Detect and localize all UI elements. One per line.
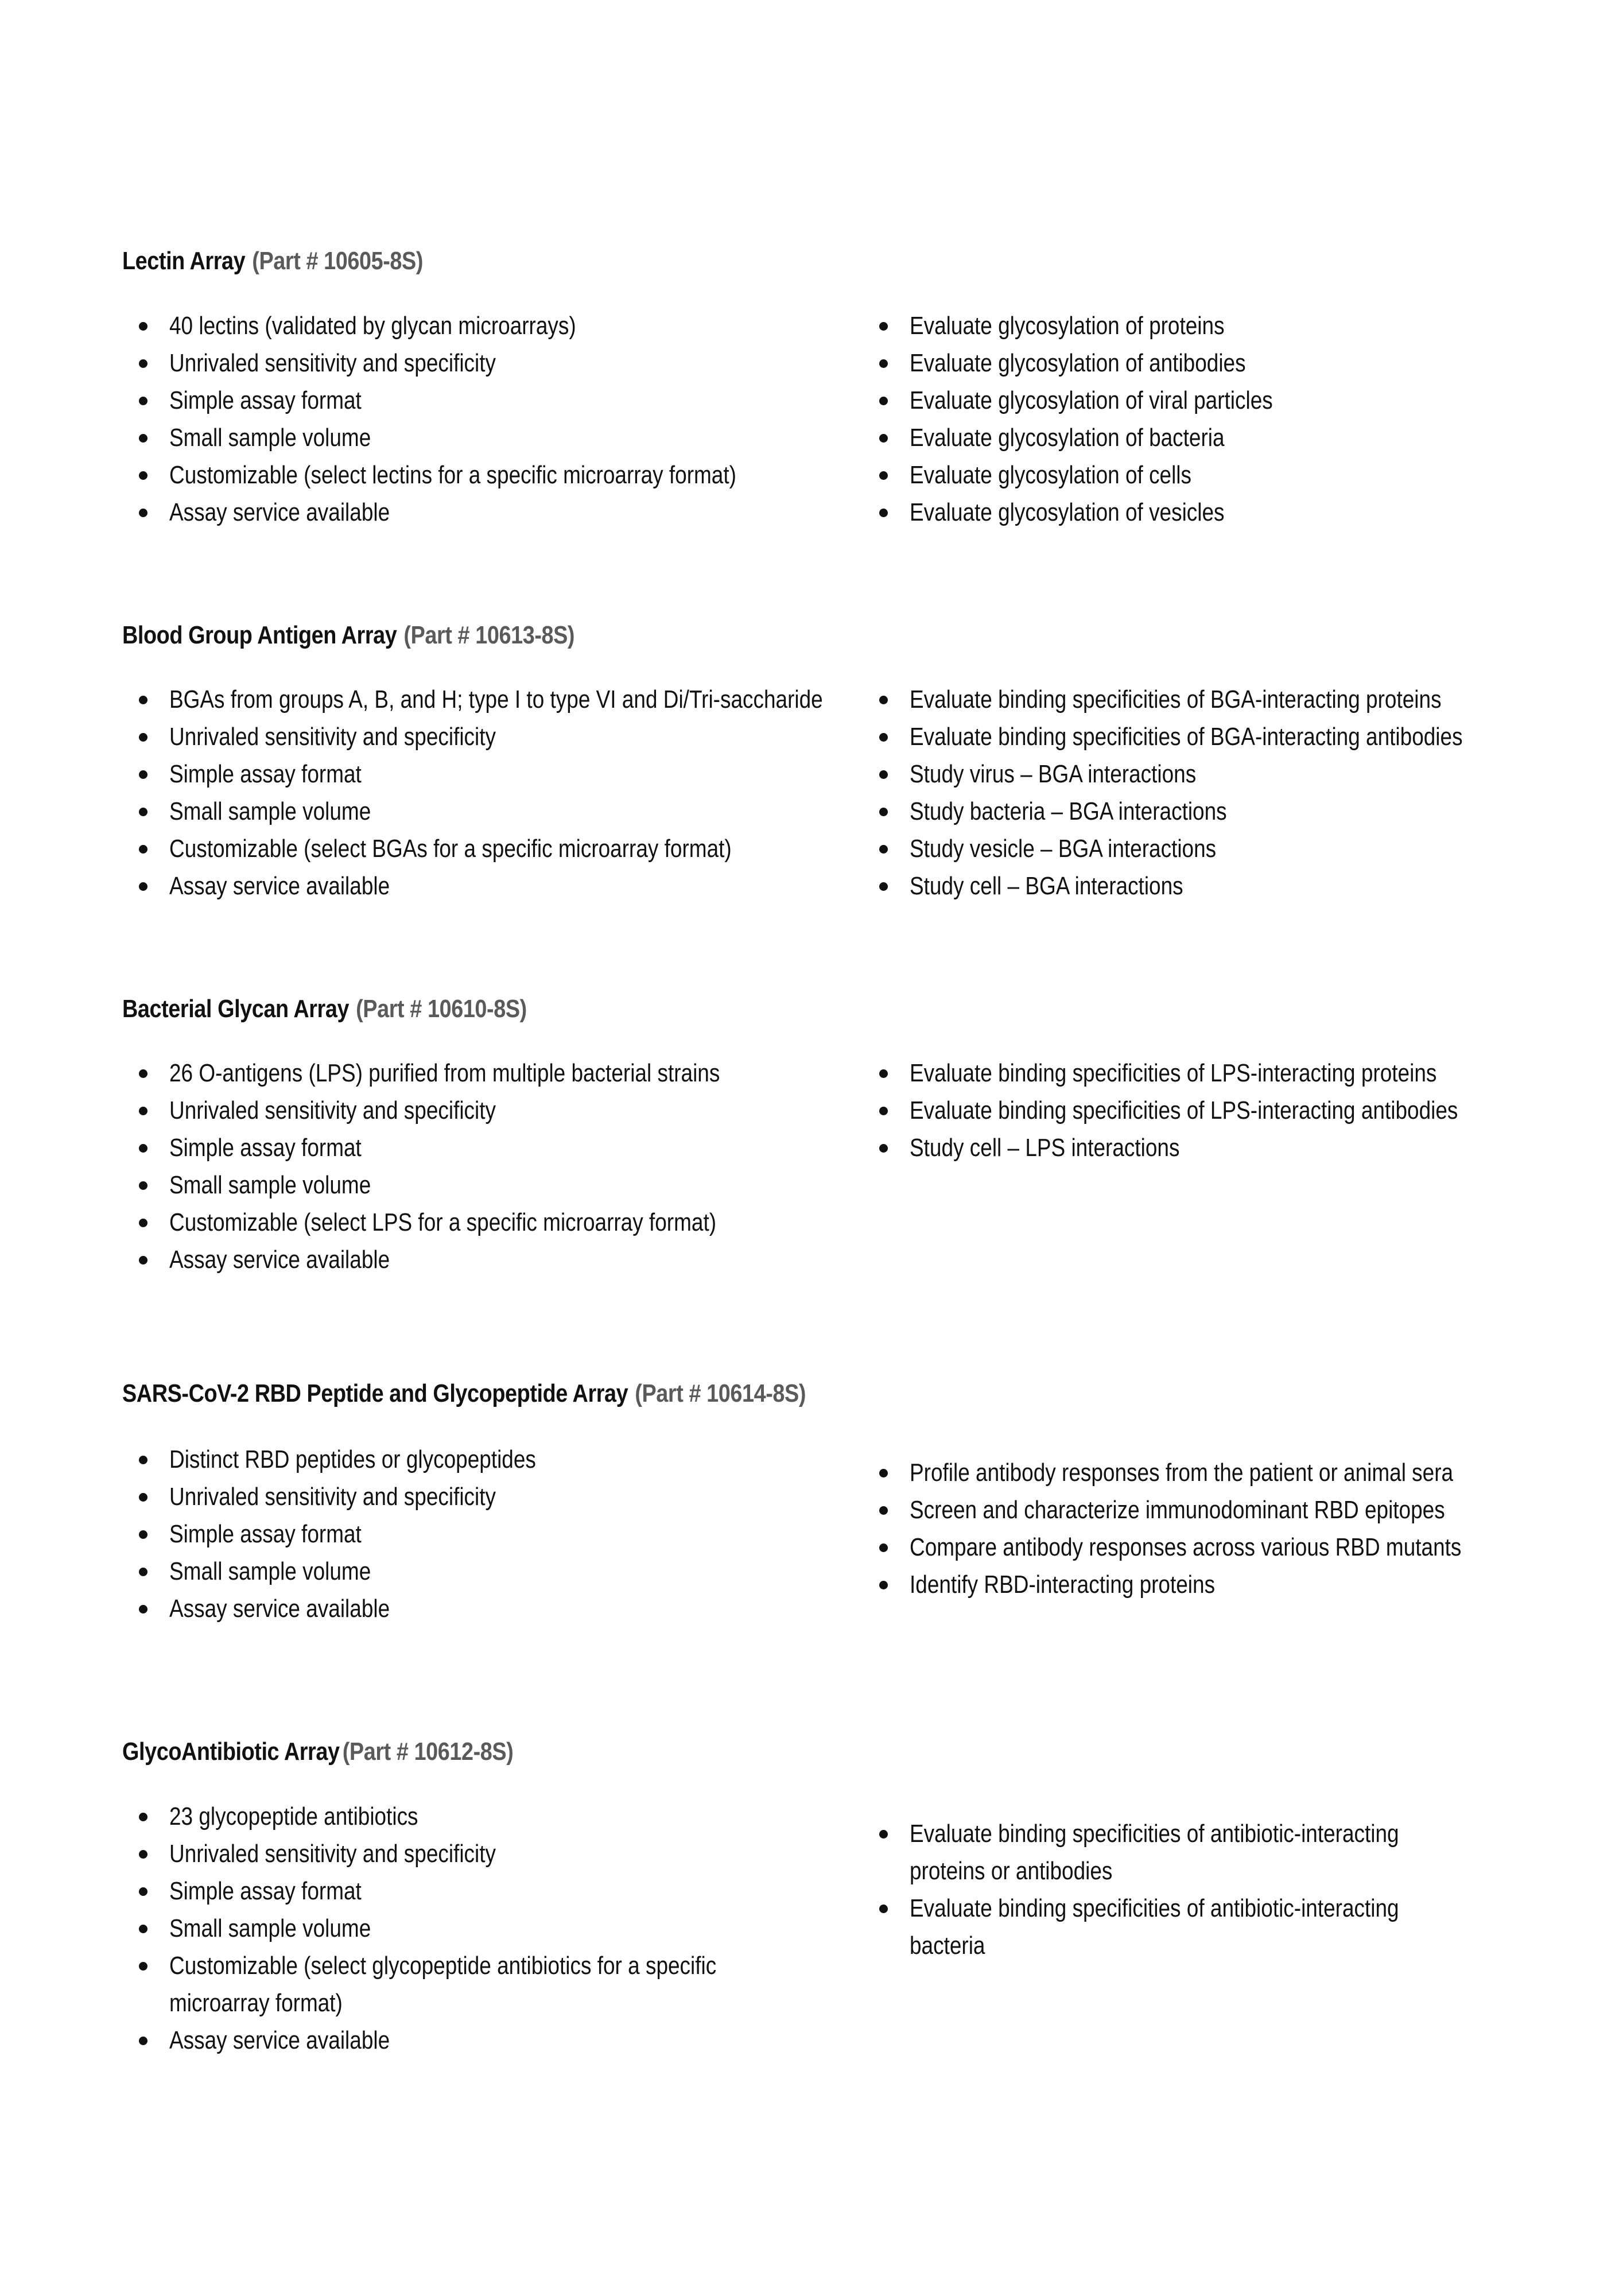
- list-item: Simple assay format: [122, 755, 948, 793]
- part-number: (Part # 10614-8S): [635, 1379, 806, 1407]
- features-list: [122, 307, 844, 531]
- list-item: Simple assay format: [122, 1515, 606, 1553]
- applications-list: [863, 1054, 1562, 1166]
- list-item: Unrivaled sensitivity and specificity: [122, 344, 844, 382]
- section-title: [122, 621, 1317, 650]
- section-title: [122, 1737, 1317, 1766]
- list-item: Study cell – BGA interactions: [863, 867, 1568, 905]
- list-item: Customizable (select lectins for a specific microarray format): [122, 456, 844, 494]
- section-title-text: Blood Group Antigen Array: [122, 621, 397, 649]
- list-item: Unrivaled sensitivity and specificity: [122, 1092, 825, 1129]
- list-item: Evaluate glycosylation of antibodies: [863, 344, 1342, 382]
- list-item: Screen and characterize immunodominant RBD epitopes: [863, 1491, 1567, 1529]
- list-item: Small sample volume: [122, 1910, 821, 1947]
- list-item: Evaluate glycosylation of proteins: [863, 307, 1342, 344]
- list-item: Evaluate binding specificities of BGA-interacting proteins: [863, 681, 1568, 718]
- list-item: Customizable (select glycopeptide antibiotics for a specific microarray format): [122, 1947, 821, 2022]
- features-list: [122, 1441, 606, 1627]
- section-lectin-array: [122, 247, 1511, 526]
- list-item: Evaluate glycosylation of bacteria: [863, 419, 1342, 456]
- applications-list: [863, 1815, 1492, 1964]
- section-title-text: SARS-CoV-2 RBD Peptide and Glycopeptide Array: [122, 1379, 628, 1407]
- section-title: [122, 995, 1317, 1023]
- list-item: Study virus – BGA interactions: [863, 755, 1568, 793]
- list-item: Unrivaled sensitivity and specificity: [122, 1835, 821, 1872]
- list-item: Simple assay format: [122, 1129, 825, 1166]
- list-item: Assay service available: [122, 1590, 606, 1627]
- list-item: Simple assay format: [122, 1872, 821, 1910]
- features-list: [122, 1798, 821, 2059]
- applications-list: [863, 307, 1342, 531]
- section-title-text: Lectin Array: [122, 247, 246, 275]
- list-item: Evaluate binding specificities of BGA-interacting antibodies: [863, 718, 1568, 755]
- list-item: Small sample volume: [122, 1166, 825, 1204]
- list-item: 26 O-antigens (LPS) purified from multiple bacterial strains: [122, 1054, 825, 1092]
- section-bacterial-glycan-array: [122, 995, 1511, 1274]
- list-item: Compare antibody responses across various RBD mutants: [863, 1529, 1567, 1566]
- section-title-text: GlycoAntibiotic Array: [122, 1737, 340, 1766]
- list-item: Assay service available: [122, 867, 948, 905]
- list-item: Customizable (select LPS for a specific microarray format): [122, 1204, 825, 1241]
- list-item: Evaluate binding specificities of LPS-interacting proteins: [863, 1054, 1562, 1092]
- list-item: Evaluate binding specificities of antibiotic-interacting proteins or antibodies: [863, 1815, 1492, 1890]
- list-item: 23 glycopeptide antibiotics: [122, 1798, 821, 1835]
- section-title: [122, 247, 1317, 276]
- part-number: (Part # 10612-8S): [342, 1737, 514, 1766]
- list-item: Study cell – LPS interactions: [863, 1129, 1562, 1166]
- list-item: Unrivaled sensitivity and specificity: [122, 718, 948, 755]
- part-number: (Part # 10610-8S): [356, 995, 527, 1023]
- list-item: Evaluate binding specificities of antibiotic-interacting bacteria: [863, 1890, 1492, 1964]
- section-title: [122, 1379, 1317, 1408]
- section-title-text: Bacterial Glycan Array: [122, 995, 350, 1023]
- list-item: Small sample volume: [122, 419, 844, 456]
- list-item: Distinct RBD peptides or glycopeptides: [122, 1441, 606, 1478]
- list-item: Evaluate glycosylation of cells: [863, 456, 1342, 494]
- part-number: (Part # 10613-8S): [403, 621, 575, 649]
- list-item: Evaluate glycosylation of viral particles: [863, 382, 1342, 419]
- section-glycoantibiotic-array: [122, 1737, 1511, 2054]
- list-item: Identify RBD-interacting proteins: [863, 1566, 1567, 1603]
- list-item: Evaluate binding specificities of LPS-interacting antibodies: [863, 1092, 1562, 1129]
- list-item: Small sample volume: [122, 793, 948, 830]
- applications-list: [863, 1454, 1567, 1603]
- list-item: Evaluate glycosylation of vesicles: [863, 494, 1342, 531]
- list-item: Study vesicle – BGA interactions: [863, 830, 1568, 867]
- list-item: Assay service available: [122, 494, 844, 531]
- applications-list: [863, 681, 1568, 905]
- list-item: Assay service available: [122, 2022, 821, 2059]
- list-item: Customizable (select BGAs for a specific microarray format): [122, 830, 948, 867]
- section-blood-group-antigen-array: [122, 621, 1511, 900]
- list-item: Simple assay format: [122, 382, 844, 419]
- list-item: Assay service available: [122, 1241, 825, 1278]
- list-item: 40 lectins (validated by glycan microarrays): [122, 307, 844, 344]
- list-item: Small sample volume: [122, 1553, 606, 1590]
- section-sars-cov-2-rbd-array: [122, 1379, 1511, 1623]
- features-list: [122, 1054, 825, 1278]
- list-item: Unrivaled sensitivity and specificity: [122, 1478, 606, 1515]
- list-item: Profile antibody responses from the patient or animal sera: [863, 1454, 1567, 1491]
- list-item: Study bacteria – BGA interactions: [863, 793, 1568, 830]
- list-item: BGAs from groups A, B, and H; type I to type VI and Di/Tri-saccharide: [122, 681, 948, 718]
- features-list: [122, 681, 948, 905]
- part-number: (Part # 10605-8S): [252, 247, 423, 275]
